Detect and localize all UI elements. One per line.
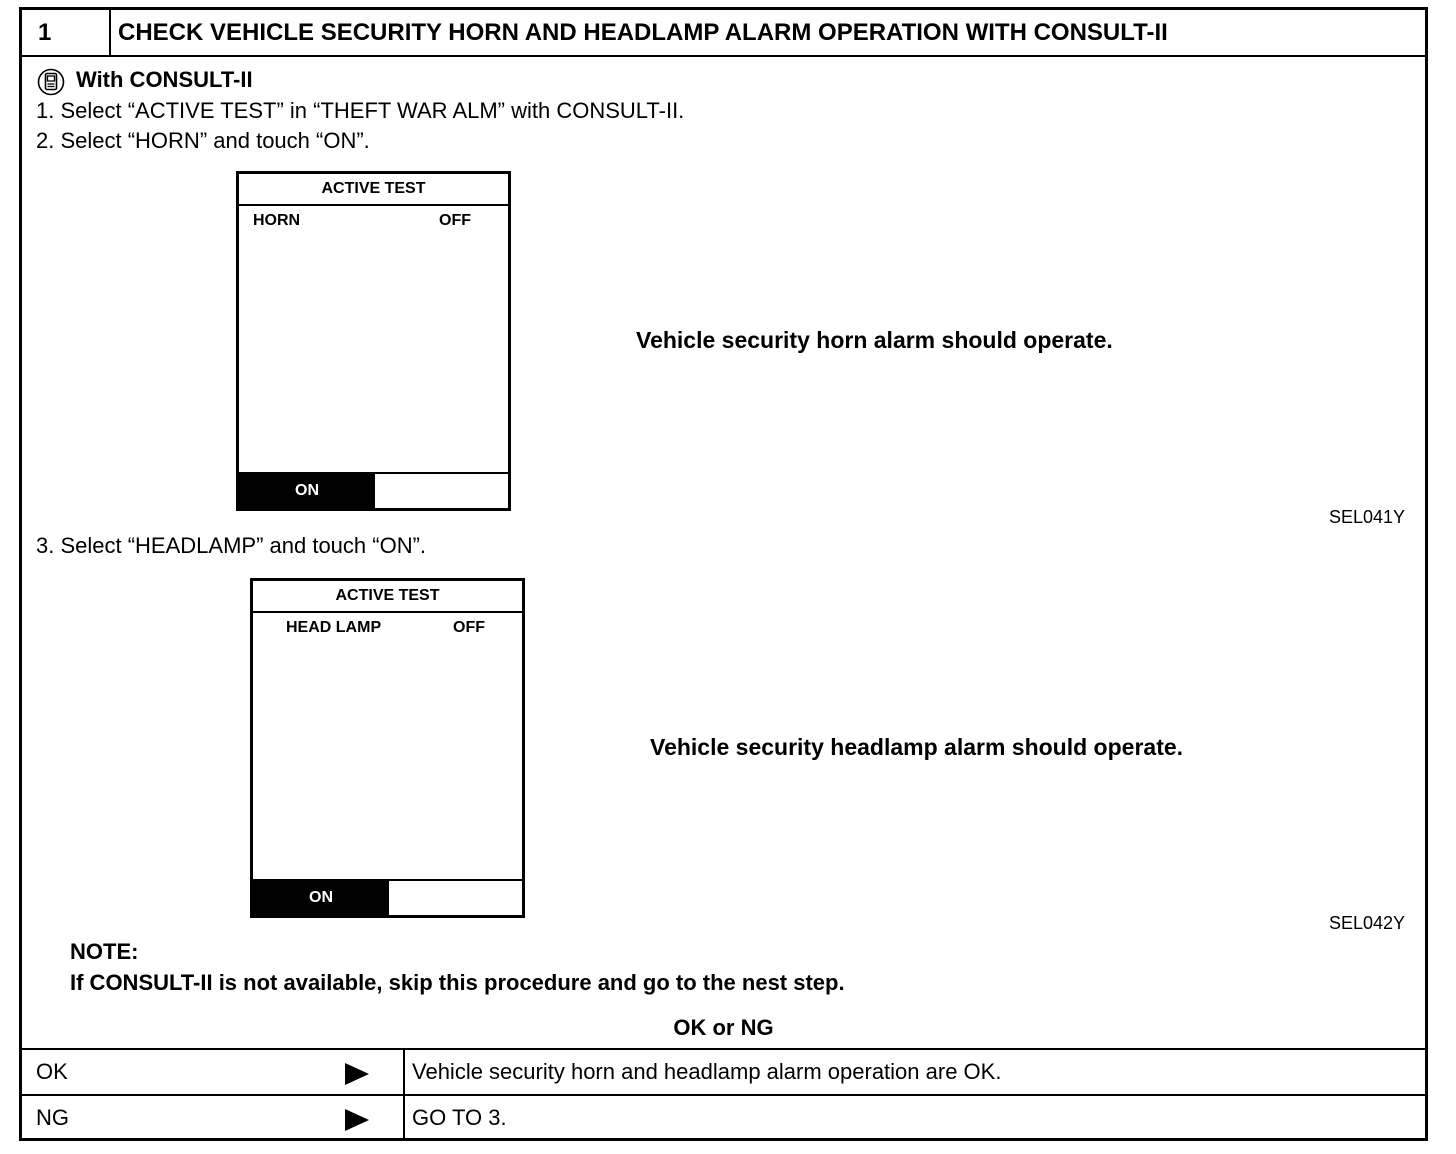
result-row-ng <box>22 1094 1425 1140</box>
result-key: NG <box>36 1105 69 1130</box>
figure-code-2: SEL042Y <box>1329 913 1406 933</box>
test-item-value: OFF <box>439 212 471 229</box>
step-1-text: 1. Select “ACTIVE TEST” in “THEFT WAR ALM” with CONSULT-II. <box>36 98 685 123</box>
arrow-right-icon <box>344 1108 370 1132</box>
result-action: GO TO 3. <box>412 1105 507 1130</box>
screen-title: ACTIVE TEST <box>253 581 522 613</box>
arrow-right-icon <box>344 1062 370 1086</box>
test-item-value: OFF <box>453 619 485 636</box>
step-2-text: 2. Select “HORN” and touch “ON”. <box>36 128 370 153</box>
result-key: OK <box>36 1059 68 1084</box>
on-button[interactable]: ON <box>253 881 389 915</box>
step-header <box>22 10 1425 57</box>
ok-or-ng-label: OK or NG <box>673 1015 774 1040</box>
figure-code-1: SEL041Y <box>1329 507 1406 527</box>
step-3-text: 3. Select “HEADLAMP” and touch “ON”. <box>36 533 427 558</box>
consult-screen-horn <box>236 171 511 511</box>
test-item-label: HEAD LAMP <box>286 619 382 636</box>
procedure-table <box>19 7 1428 1141</box>
note-text: If CONSULT-II is not available, skip this procedure and go to the nest step. <box>70 970 845 995</box>
result-action: Vehicle security horn and headlamp alarm operation are OK. <box>412 1059 1002 1084</box>
horn-expectation: Vehicle security horn alarm should operate. <box>636 327 1113 353</box>
result-rows <box>22 1048 1425 1140</box>
consult-tool-icon <box>37 68 65 96</box>
step-number-cell <box>22 10 111 55</box>
column-divider <box>403 1096 405 1140</box>
result-row-ok <box>22 1050 1425 1094</box>
screen-title: ACTIVE TEST <box>239 174 508 206</box>
step-number: 1 <box>38 19 52 46</box>
note-label: NOTE: <box>70 939 139 964</box>
test-item-label: HORN <box>253 212 301 229</box>
consult-screen-headlamp <box>250 578 525 918</box>
step-title: CHECK VEHICLE SECURITY HORN AND HEADLAMP ALARM OPERATION WITH CONSULT-II <box>118 19 1168 46</box>
screen-button-bar <box>239 472 508 508</box>
on-button[interactable]: ON <box>239 474 375 508</box>
column-divider <box>403 1050 405 1094</box>
with-consult-label: With CONSULT-II <box>76 67 253 92</box>
headlamp-expectation: Vehicle security headlamp alarm should operate. <box>650 734 1184 760</box>
screen-button-bar <box>253 879 522 915</box>
